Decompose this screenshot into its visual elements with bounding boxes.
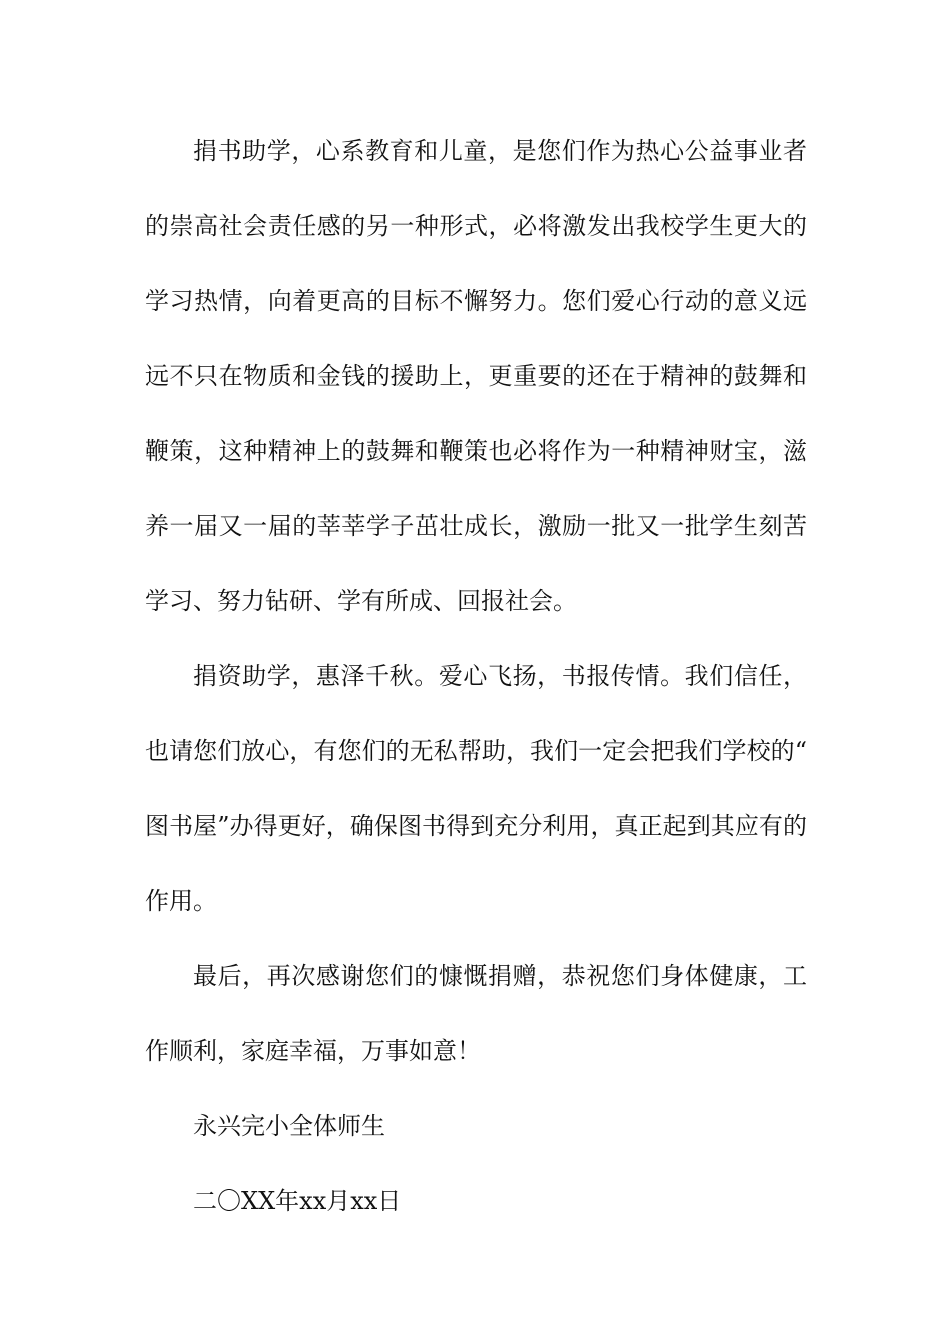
paragraph-closing-thanks: 最后，再次感谢您们的慷慨捐赠，恭祝您们身体健康，工作顺利，家庭幸福，万事如意！ <box>145 962 807 1065</box>
paragraph-donation-significance: 捐书助学，心系教育和儿童，是您们作为热心公益事业者的崇高社会责任感的另一种形式，必将激发出我校学生更大的学习热情，向着更高的目标不懈努力。您们爱心行动的意义远远不只在物质和金钱的援助上，更重要的还在于精神的鼓舞和鞭策，这种精神上的鼓舞和鞭策也必将作为一种精神财宝，滋养一届又一届的莘莘学子茁壮成长，激励一批又一批学生刻苦学习、努力钻研、学有所成、回报社会。 <box>145 137 807 615</box>
signature: 永兴完小全体师生 <box>193 1112 385 1140</box>
letter-body <box>145 114 807 1239</box>
paragraph-trust-promise: 捐资助学，惠泽千秋。爱心飞扬，书报传情。我们信任，也请您们放心，有您们的无私帮助，我们一定会把我们学校的“图书屋”办得更好，确保图书得到充分利用，真正起到其应有的作用。 <box>145 662 807 915</box>
date: 二〇XX年xx月xx日 <box>193 1187 402 1215</box>
